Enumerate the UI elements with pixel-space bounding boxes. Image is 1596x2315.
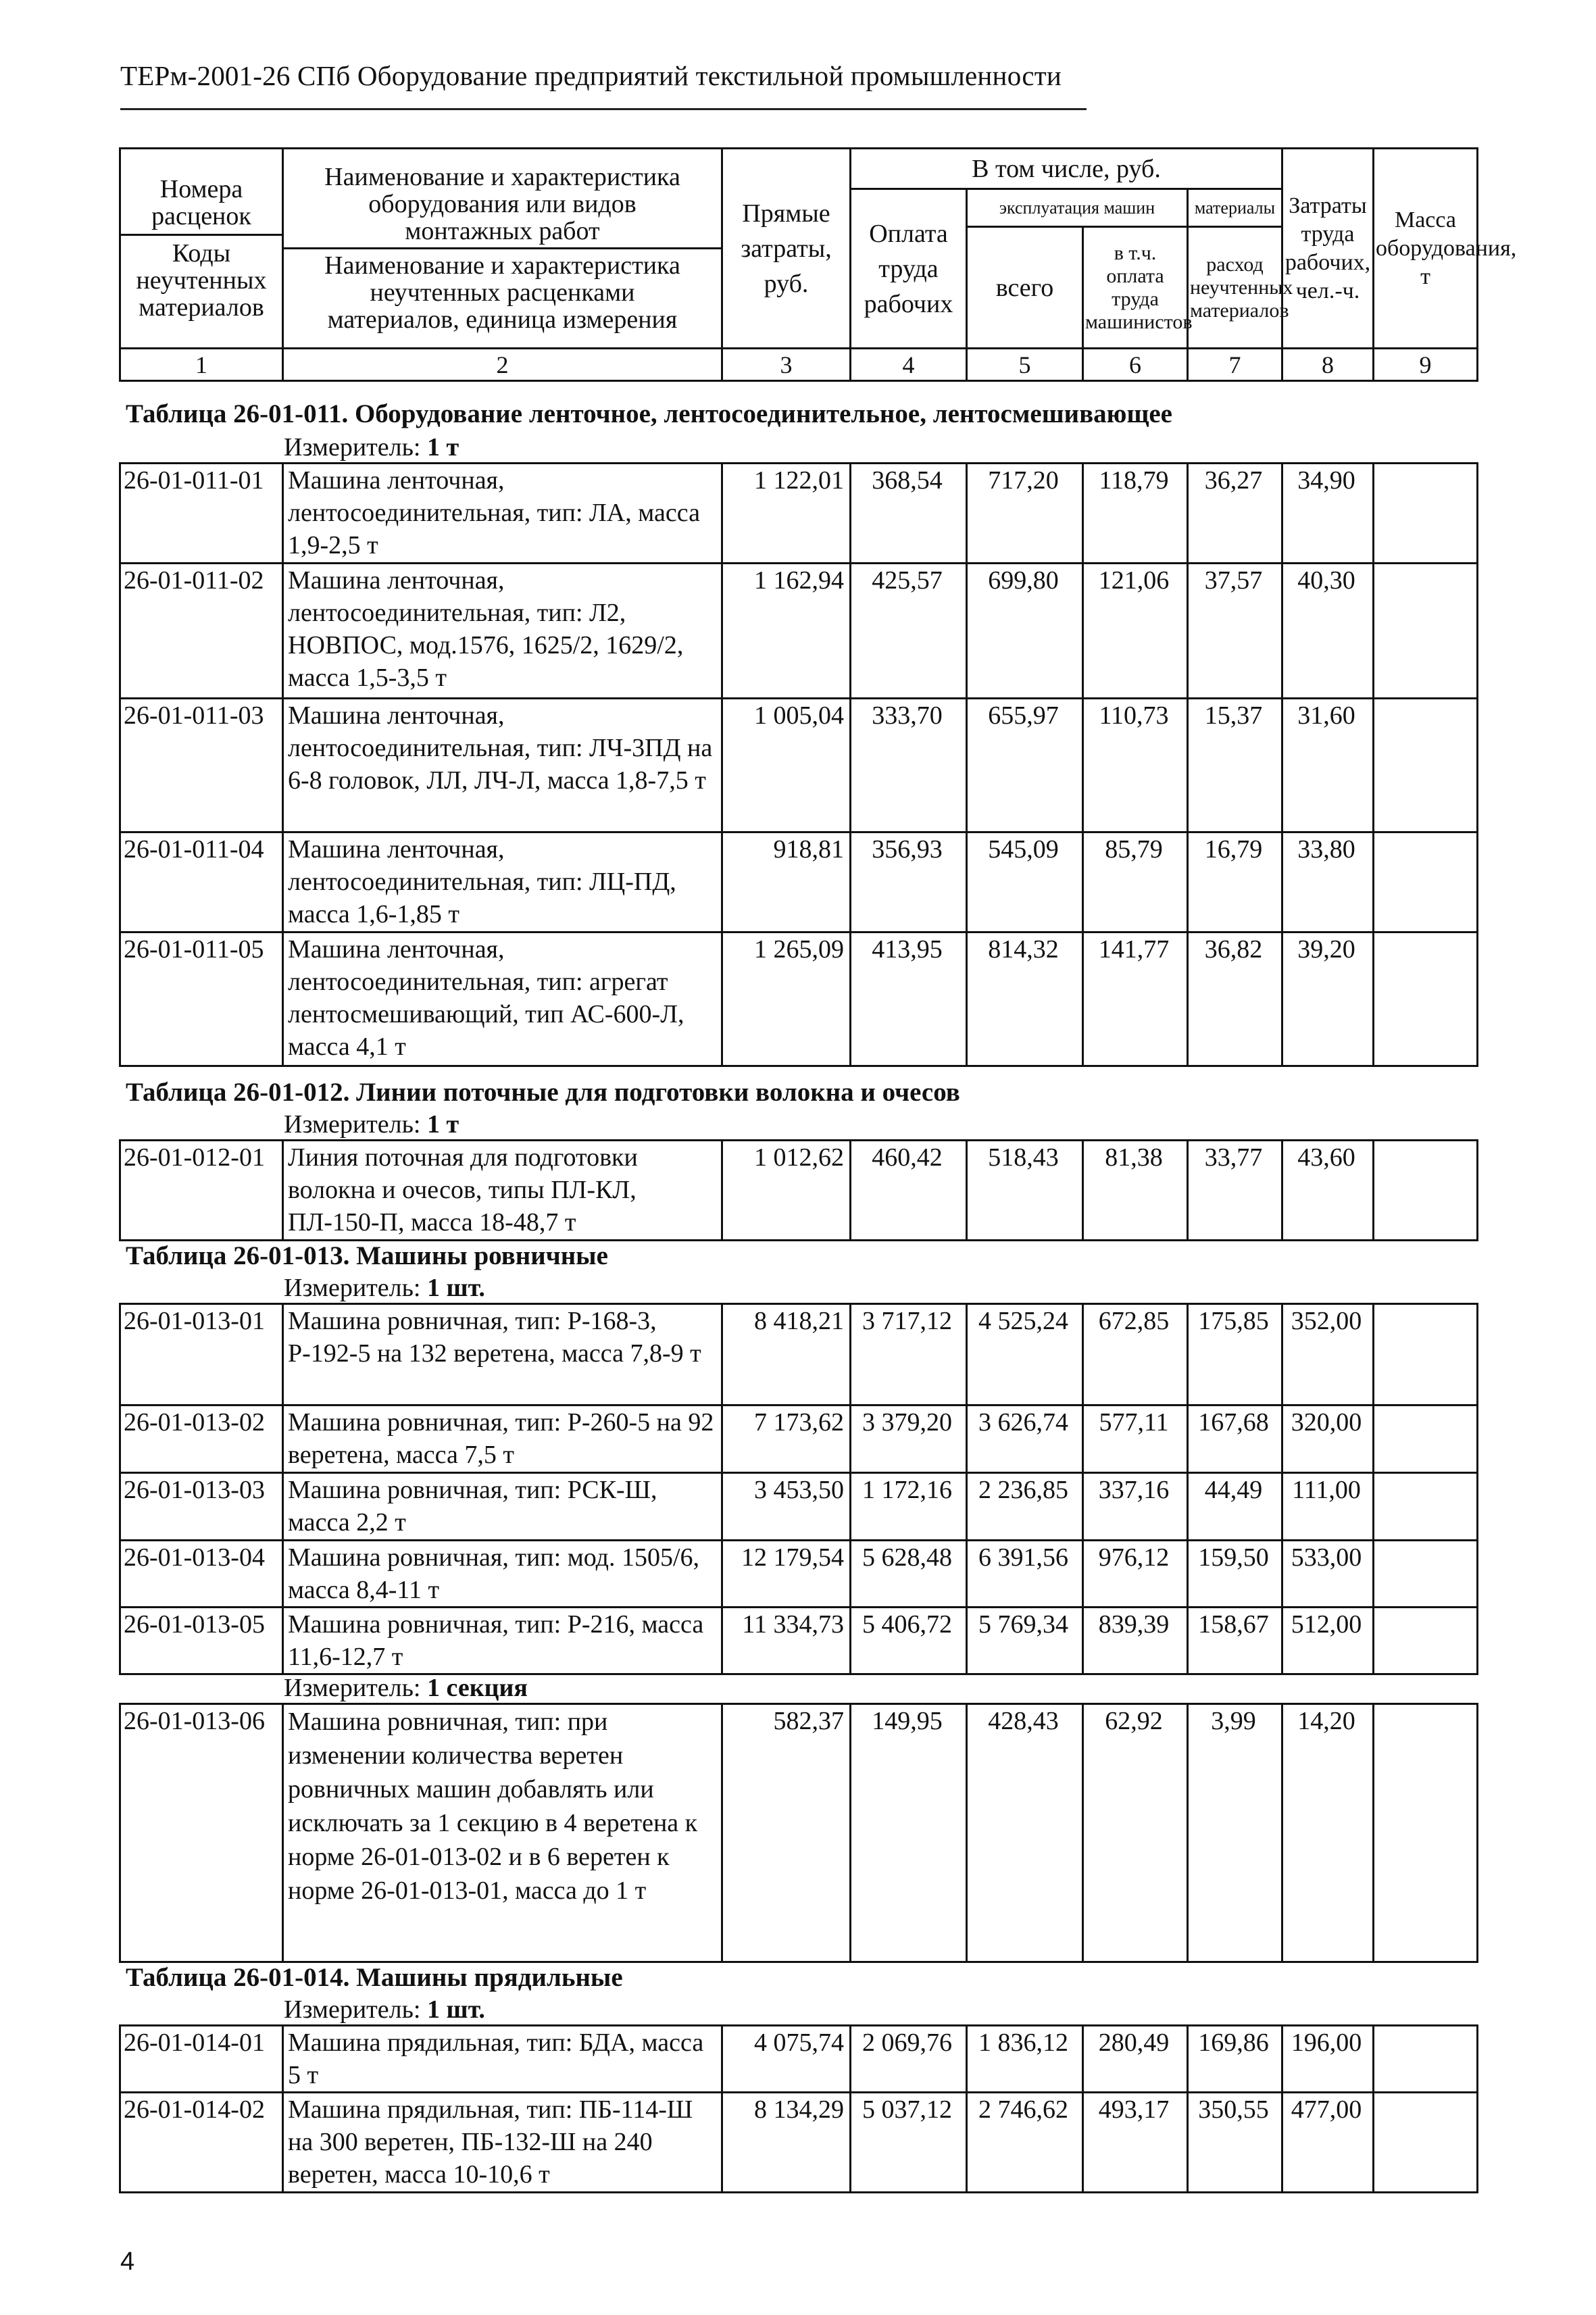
- col-1-header: [120, 149, 283, 349]
- equipment-mass: [1374, 464, 1478, 564]
- rate-name: Машина ленточная, лентосоединительная, тип: ЛА, масса 1,9-2,5 т: [283, 464, 722, 564]
- section-title: Таблица 26-01-013. Машины ровничные: [126, 1241, 608, 1270]
- machines-total: 1 836,12: [967, 2026, 1083, 2093]
- labor-hours: 533,00: [1282, 1541, 1374, 1608]
- section-title: Таблица 26-01-011. Оборудование ленточное, лентосоединительное, лентосмешивающее: [126, 399, 1172, 428]
- table-row: [120, 1405, 1478, 1473]
- rate-name: Машина ленточная, лентосоединительная, тип: агрегат лентосмешивающий, тип АС-600-Л, масса 4,1 т: [283, 932, 722, 1066]
- labor-pay: 3 717,12: [851, 1304, 967, 1405]
- equipment-mass: [1374, 1304, 1478, 1405]
- direct-costs: 8 418,21: [722, 1304, 851, 1405]
- machines-total: 655,97: [967, 699, 1083, 832]
- table-row: [120, 464, 1478, 564]
- labor-pay: 333,70: [851, 699, 967, 832]
- rate-name: Машина ленточная, лентосоединительная, тип: ЛЧ-3ПД на 6-8 головок, ЛЛ, ЛЧ-Л, масса 1,8-7,5 т: [283, 699, 722, 832]
- col-index: 2: [283, 349, 722, 381]
- materials-cost: 158,67: [1188, 1608, 1282, 1674]
- equipment-mass: [1374, 1141, 1478, 1241]
- header-rule: [120, 108, 1087, 110]
- equipment-mass: [1374, 564, 1478, 699]
- labor-pay: 356,93: [851, 832, 967, 932]
- rates-table: [119, 1139, 1478, 1241]
- machinist-pay: 85,79: [1083, 832, 1188, 932]
- labor-pay: 425,57: [851, 564, 967, 699]
- measure-label: Измеритель:: [284, 1274, 421, 1302]
- table-row: [120, 1541, 1478, 1608]
- col-index: 6: [1083, 349, 1188, 381]
- labor-hours: 320,00: [1282, 1405, 1374, 1473]
- materials-cost: 3,99: [1188, 1704, 1282, 1962]
- labor-pay: 3 379,20: [851, 1405, 967, 1473]
- page-header: ТЕРм-2001-26 СПб Оборудование предприятий текстильной промышленности: [120, 60, 1062, 91]
- direct-costs: 582,37: [722, 1704, 851, 1962]
- rate-name: Машина ленточная, лентосоединительная, тип: Л2, НОВПОС, мод.1576, 1625/2, 1629/2, масса 1,5-3,5 т: [283, 564, 722, 699]
- col-2-header: [283, 149, 722, 349]
- labor-hours: 31,60: [1282, 699, 1374, 832]
- measure-line: [284, 1110, 459, 1139]
- labor-hours: 196,00: [1282, 2026, 1374, 2093]
- rate-code: 26-01-013-02: [120, 1405, 283, 1473]
- table-row: [120, 2026, 1478, 2093]
- table-row: [120, 832, 1478, 932]
- measure-line: [284, 1995, 485, 2024]
- rate-name: Машина ровничная, тип: Р-216, масса 11,6-12,7 т: [283, 1608, 722, 1674]
- equipment-mass: [1374, 2026, 1478, 2093]
- machines-total: 717,20: [967, 464, 1083, 564]
- table-row: [120, 564, 1478, 699]
- direct-costs: 1 265,09: [722, 932, 851, 1066]
- machinist-pay: 672,85: [1083, 1304, 1188, 1405]
- col-3-header: Прямые затраты, руб.: [722, 149, 851, 349]
- rate-name: Машина ленточная, лентосоединительная, тип: ЛЦ-ПД, масса 1,6-1,85 т: [283, 832, 722, 932]
- column-header-table: [119, 147, 1517, 382]
- machines-total: 5 769,34: [967, 1608, 1083, 1674]
- rate-code: 26-01-013-04: [120, 1541, 283, 1608]
- equipment-mass: [1374, 1473, 1478, 1541]
- rate-code: 26-01-014-01: [120, 2026, 283, 2093]
- rate-code: 26-01-011-05: [120, 932, 283, 1066]
- machinist-pay: 141,77: [1083, 932, 1188, 1066]
- machinist-pay: 839,39: [1083, 1608, 1188, 1674]
- rate-code: 26-01-013-05: [120, 1608, 283, 1674]
- labor-hours: 34,90: [1282, 464, 1374, 564]
- col-5-header: всего: [967, 227, 1083, 349]
- machines-total: 6 391,56: [967, 1541, 1083, 1608]
- table-row: [120, 699, 1478, 832]
- col-6-header: в т.ч. оплата труда машинистов: [1083, 227, 1188, 349]
- materials-cost: 16,79: [1188, 832, 1282, 932]
- labor-hours: 43,60: [1282, 1141, 1374, 1241]
- col-index: 5: [967, 349, 1083, 381]
- direct-costs: 11 334,73: [722, 1608, 851, 1674]
- rates-table: [119, 462, 1478, 1067]
- rates-table: [119, 2024, 1478, 2193]
- measure-label: Измеритель:: [284, 1110, 421, 1139]
- labor-pay: 149,95: [851, 1704, 967, 1962]
- table-row: [120, 1141, 1478, 1241]
- table-row: [120, 1608, 1478, 1674]
- machines-header: эксплуатация машин: [967, 189, 1188, 227]
- measure-line: [284, 1673, 528, 1703]
- col-7-header: расход неучтенных материалов: [1188, 227, 1282, 349]
- machinist-pay: 62,92: [1083, 1704, 1188, 1962]
- direct-costs: 4 075,74: [722, 2026, 851, 2093]
- labor-hours: 33,80: [1282, 832, 1374, 932]
- machinist-pay: 976,12: [1083, 1541, 1188, 1608]
- machinist-pay: 577,11: [1083, 1405, 1188, 1473]
- machinist-pay: 81,38: [1083, 1141, 1188, 1241]
- col-8-header: Затраты труда рабочих, чел.-ч.: [1282, 149, 1374, 349]
- equipment-mass: [1374, 1608, 1478, 1674]
- machines-total: 814,32: [967, 932, 1083, 1066]
- equipment-mass: [1374, 1541, 1478, 1608]
- machines-total: 3 626,74: [967, 1405, 1083, 1473]
- labor-hours: 352,00: [1282, 1304, 1374, 1405]
- materials-cost: 350,55: [1188, 2093, 1282, 2193]
- col-index: 1: [120, 349, 283, 381]
- table-row: [120, 932, 1478, 1066]
- materials-cost: 15,37: [1188, 699, 1282, 832]
- machinist-pay: 493,17: [1083, 2093, 1188, 2193]
- measure-value: 1 т: [427, 433, 459, 462]
- rate-code: 26-01-014-02: [120, 2093, 283, 2193]
- direct-costs: 1 162,94: [722, 564, 851, 699]
- labor-hours: 39,20: [1282, 932, 1374, 1066]
- measure-value: 1 шт.: [427, 1995, 485, 2024]
- direct-costs: 1 122,01: [722, 464, 851, 564]
- col-index: 9: [1374, 349, 1478, 381]
- direct-costs: 918,81: [722, 832, 851, 932]
- table-row: [120, 2093, 1478, 2193]
- labor-hours: 14,20: [1282, 1704, 1374, 1962]
- col-2-top: Наименование и характеристика оборудования или видов монтажных работ: [284, 161, 721, 249]
- measure-value: 1 т: [427, 1110, 459, 1139]
- labor-pay: 460,42: [851, 1141, 967, 1241]
- rate-code: 26-01-011-02: [120, 564, 283, 699]
- rate-name: Линия поточная для подготовки волокна и очесов, типы ПЛ-КЛ, ПЛ-150-П, масса 18-48,7 т: [283, 1141, 722, 1241]
- materials-cost: 159,50: [1188, 1541, 1282, 1608]
- direct-costs: 3 453,50: [722, 1473, 851, 1541]
- rate-code: 26-01-013-06: [120, 1704, 283, 1962]
- col-1-bottom: Коды неучтенных материалов: [136, 239, 267, 322]
- labor-hours: 111,00: [1282, 1473, 1374, 1541]
- page-number: 4: [120, 2247, 135, 2276]
- rate-code: 26-01-011-04: [120, 832, 283, 932]
- machines-total: 2 746,62: [967, 2093, 1083, 2193]
- col-index: 8: [1282, 349, 1374, 381]
- machines-total: 518,43: [967, 1141, 1083, 1241]
- section-title: Таблица 26-01-014. Машины прядильные: [126, 1963, 623, 1992]
- direct-costs: 1 005,04: [722, 699, 851, 832]
- col-2-bottom: Наименование и характеристика неучтенных расценками материалов, единица измерения: [324, 251, 680, 334]
- equipment-mass: [1374, 2093, 1478, 2193]
- col-index: 4: [851, 349, 967, 381]
- equipment-mass: [1374, 1704, 1478, 1962]
- measure-value: 1 шт.: [427, 1274, 485, 1302]
- labor-hours: 512,00: [1282, 1608, 1374, 1674]
- machines-total: 2 236,85: [967, 1473, 1083, 1541]
- col-index: 3: [722, 349, 851, 381]
- table-row: [120, 1304, 1478, 1405]
- materials-cost: 167,68: [1188, 1405, 1282, 1473]
- rate-name: Машина ровничная, тип: Р-260-5 на 92 веретена, масса 7,5 т: [283, 1405, 722, 1473]
- section-title: Таблица 26-01-012. Линии поточные для подготовки волокна и очесов: [126, 1078, 960, 1107]
- machines-total: 428,43: [967, 1704, 1083, 1962]
- machines-total: 699,80: [967, 564, 1083, 699]
- equipment-mass: [1374, 1405, 1478, 1473]
- group-header: В том числе, руб.: [851, 149, 1282, 189]
- rates-table: [119, 1303, 1478, 1675]
- col-4-header: Оплата труда рабочих: [851, 189, 967, 349]
- rate-name: Машина ровничная, тип: при изменении количества веретен ровничных машин добавлять или исключать за 1 секцию в 4 веретена к норме 26-01-013-02 и в 6 веретен к норме 26-01-013-01, масса до 1 т: [283, 1704, 722, 1962]
- materials-cost: 37,57: [1188, 564, 1282, 699]
- materials-cost: 44,49: [1188, 1473, 1282, 1541]
- rate-code: 26-01-013-03: [120, 1473, 283, 1541]
- materials-cost: 36,82: [1188, 932, 1282, 1066]
- machinist-pay: 118,79: [1083, 464, 1188, 564]
- labor-pay: 1 172,16: [851, 1473, 967, 1541]
- measure-label: Измеритель:: [284, 1674, 421, 1702]
- col-index: 7: [1188, 349, 1282, 381]
- measure-label: Измеритель:: [284, 433, 421, 462]
- measure-value: 1 секция: [427, 1674, 528, 1702]
- measure-line: [284, 432, 459, 462]
- machines-total: 545,09: [967, 832, 1083, 932]
- equipment-mass: [1374, 832, 1478, 932]
- labor-pay: 5 628,48: [851, 1541, 967, 1608]
- rate-name: Машина ровничная, тип: мод. 1505/6, масса 8,4-11 т: [283, 1541, 722, 1608]
- direct-costs: 8 134,29: [722, 2093, 851, 2193]
- rate-code: 26-01-013-01: [120, 1304, 283, 1405]
- direct-costs: 12 179,54: [722, 1541, 851, 1608]
- rate-name: Машина ровничная, тип: РСК-Ш, масса 2,2 т: [283, 1473, 722, 1541]
- labor-pay: 368,54: [851, 464, 967, 564]
- labor-hours: 40,30: [1282, 564, 1374, 699]
- table-row: [120, 1473, 1478, 1541]
- labor-pay: 5 406,72: [851, 1608, 967, 1674]
- labor-pay: 2 069,76: [851, 2026, 967, 2093]
- rate-code: 26-01-011-01: [120, 464, 283, 564]
- rate-name: Машина ровничная, тип: Р-168-3, Р-192-5 на 132 веретена, масса 7,8-9 т: [283, 1304, 722, 1405]
- col-1-top: Номера расценок: [121, 172, 282, 236]
- labor-hours: 477,00: [1282, 2093, 1374, 2193]
- materials-cost: 36,27: [1188, 464, 1282, 564]
- materials-header: материалы: [1188, 189, 1282, 227]
- table-row: [120, 1704, 1478, 1962]
- machinist-pay: 110,73: [1083, 699, 1188, 832]
- machinist-pay: 337,16: [1083, 1473, 1188, 1541]
- direct-costs: 7 173,62: [722, 1405, 851, 1473]
- rate-name: Машина прядильная, тип: БДА, масса 5 т: [283, 2026, 722, 2093]
- rate-code: 26-01-012-01: [120, 1141, 283, 1241]
- machinist-pay: 121,06: [1083, 564, 1188, 699]
- measure-line: [284, 1273, 485, 1303]
- rate-name: Машина прядильная, тип: ПБ-114-Ш на 300 веретен, ПБ-132-Ш на 240 веретен, масса 10-10,6 т: [283, 2093, 722, 2193]
- labor-pay: 5 037,12: [851, 2093, 967, 2193]
- direct-costs: 1 012,62: [722, 1141, 851, 1241]
- machinist-pay: 280,49: [1083, 2026, 1188, 2093]
- labor-pay: 413,95: [851, 932, 967, 1066]
- materials-cost: 169,86: [1188, 2026, 1282, 2093]
- equipment-mass: [1374, 699, 1478, 832]
- equipment-mass: [1374, 932, 1478, 1066]
- rates-table: [119, 1703, 1478, 1963]
- measure-label: Измеритель:: [284, 1995, 421, 2024]
- materials-cost: 175,85: [1188, 1304, 1282, 1405]
- materials-cost: 33,77: [1188, 1141, 1282, 1241]
- rate-code: 26-01-011-03: [120, 699, 283, 832]
- col-9-header: Масса оборудования, т: [1374, 149, 1478, 349]
- machines-total: 4 525,24: [967, 1304, 1083, 1405]
